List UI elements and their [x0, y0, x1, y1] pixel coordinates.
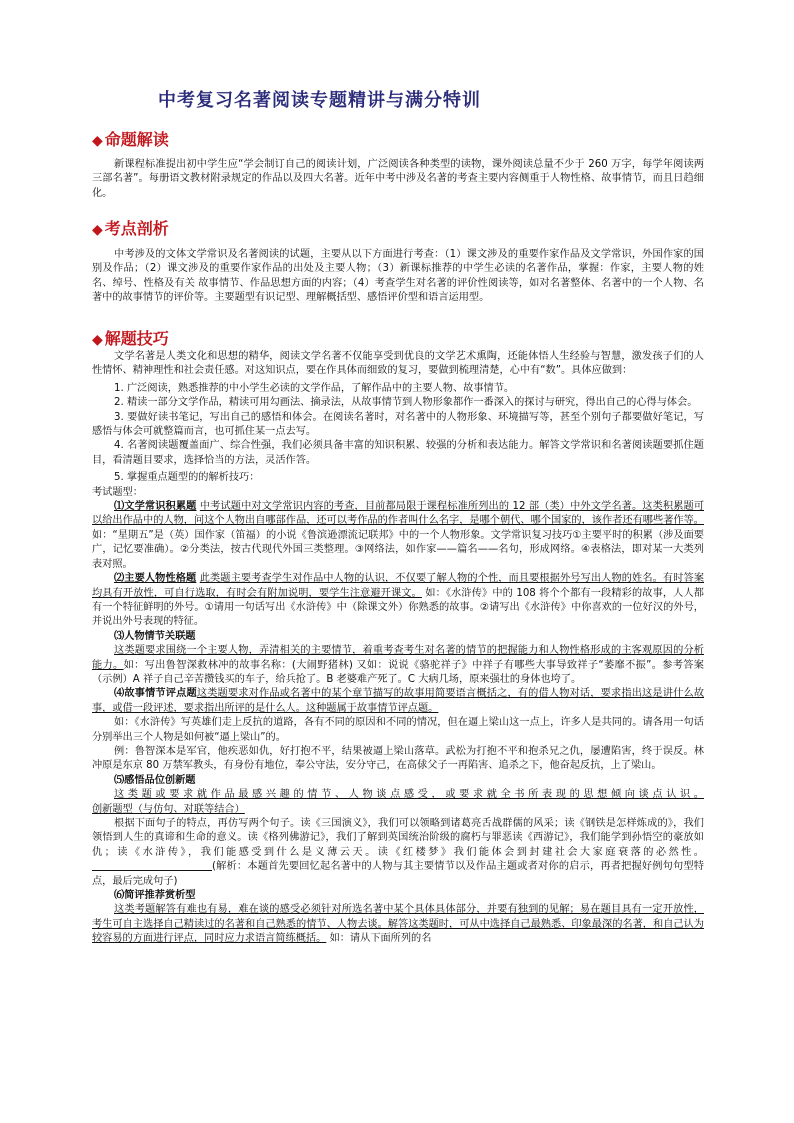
section-heading-jieti — [92, 326, 169, 349]
type-example: 如：请从下面所列的名 — [329, 933, 432, 945]
question-type-6-body — [92, 903, 704, 946]
answer-blank — [92, 860, 212, 871]
exercise-analysis: (解析：本题首先要回忆起名著中的人物与其主要情节以及作品主题或者对你的启示，再者把握好例句句型特点，最后完成句子) — [92, 861, 704, 887]
tip-item: 4. 名著阅读题覆盖面广、综合性强，我们必须具备丰富的知识积累、较强的分析和表达能力。解答文学常识和名著阅读题要抓住题目，看清题目要求，选择恰当的方法，灵活作答。 — [92, 440, 704, 466]
question-type-5 — [92, 774, 704, 788]
type-description: 这类题要求对作品或名著中的某个章节描写的故事用简要语言概括之，有的借人物对话，要求指出这是讲什么故事，或借一段评述，要求指出所评的是什么人。这种题属于故事情节评点题。 — [92, 688, 705, 714]
section-heading-kaodian — [92, 216, 169, 239]
type-name: ⑵主要人物性格题 — [114, 573, 197, 585]
section-heading-text: 解题技巧 — [104, 329, 169, 348]
paragraph: 如：《水浒传》写英雄们走上反抗的道路，各有不同的原因和不同的情况，但在逼上梁山这一点上，许多人是共同的。请各用一句话分别举出三个人物是如何被“逼上梁山”的。 — [92, 717, 704, 743]
tip-item: 1. 广泛阅读，熟悉推荐的中小学生必读的文学作品，了解作品中的主要人物、故事情节。 — [114, 382, 515, 394]
section-body-mingti — [92, 158, 704, 201]
section-body-jieti — [92, 350, 704, 947]
tip-item: 2. 精读一部分文学作品，精读可用勾画法、摘录法，从故事情节到人物形象都作一番深入的探讨与研究，得出自己的心得与体会。 — [114, 397, 698, 409]
question-type-4 — [92, 687, 704, 716]
tip-item: 5. 掌握重点题型的的解析技巧： — [114, 472, 260, 484]
question-type-6 — [92, 889, 704, 903]
tip-item: 3. 要做好读书笔记，写出自己的感悟和体会。在阅读名著时，对名著中的人物形象、环境描写等，甚至个别句子都要做好笔记，写感悟与体会可就整篇而言，也可抓住某一点去写。 — [92, 411, 704, 438]
diamond-bullet-icon: ◆ — [92, 133, 103, 149]
type-example: 如：《水浒传》中的 108 将个个都有一段精彩的故事，人人都有一个特征鲜明的外号。①请用一句话写出《水浒传》中（除课文外）你熟悉的故事。②请写出《水浒传》中你喜欢的一位好汉的外号，并说出外号表现的特征。 — [92, 587, 704, 628]
type-name: ⑷故事情节评点题 — [114, 688, 197, 700]
section-heading-text: 考点剖析 — [104, 219, 169, 238]
type-description: 中考试题中对文学常识内容的考查，目前都局限于课程标准所列出的 12 部（类）中外文学名著。这类积累题可以给出作品中的人物，问这个人物出自哪部作品，还可以考作品的作者叫什么名字，是哪个朝代、哪个国家的，该作者还有哪些著作等。 — [92, 501, 705, 527]
exercise-text: 根据下面句子的特点，再仿写两个句子。读《三国演义》，我们可以领略到诸葛亮舌战群儒的风采；读《钢铁是怎样炼成的》，我们领悟到人生的真谛和生命的意义。读《格列佛游记》，我们了解到英国统治阶级的腐朽与罪恶读《西游记》，我们能学到孙悟空的豪放如仇；读《水浒传》，我们能感受到什么是义薄云天。读《红楼梦》我们能体会到封建社会大家庭衰落的必然性。 — [92, 818, 704, 858]
section-heading-text: 命题解读 — [104, 130, 169, 149]
question-type-3 — [92, 630, 704, 644]
type-example: 如：“星期五”是（英）国作家（笛福）的小说《鲁滨逊漂流记联邦》中的一个人物形象。文学常识复习技巧①主要平时的积累（涉及面要广，记忆要准确）。②分类法，按古代现代外国三类整理。③网络法，如作家——篇名——名句，形成网络。④表格法，即对某一大类列表对照。 — [92, 529, 704, 570]
section-heading-mingti — [92, 127, 169, 150]
type-description: 这类考题解答有难也有易，难在谈的感受必须针对所选名著中某个具体具体部分，并要有独到的见解；易在题目具有一定开放性，考生可自主选择自己精读过的名著和自己熟悉的情节、人物去谈。解答这类题时，可从中选择自己最熟悉、印象最深的名著，和自己认为较容易的方面进行评点，同时应力求语言简练概括。 — [92, 904, 704, 945]
question-type-2 — [92, 572, 704, 630]
type-name: ⑶人物情节关联题 — [114, 630, 196, 642]
type-name: ⑴文学常识积累题 — [114, 501, 197, 513]
type-tag: 创新题型（与仿句、对联等结合） — [92, 803, 245, 815]
diamond-bullet-icon: ◆ — [92, 332, 103, 348]
types-label: 考试题型： — [92, 486, 143, 498]
intro-paragraph: 文学名著是人类文化和思想的精华，阅读文学名著不仅能享受到优良的文学艺术熏陶，还能体悟人生经验与智慧，激发孩子们的人性情怀、精神理性和社会责任感。对这知识点，要在作具体而细致的复习，要做到梳理清楚，心中有“数”。具体应做到： — [92, 351, 704, 377]
paragraph — [92, 817, 704, 889]
paragraph: 中考涉及的文体文学常识及名著阅读的试题，主要从以下方面进行考查：（1）课文涉及的重要作家作品及文学常识，外国作家的国别及作品；（2）课文涉及的重要作家作品的出处及主要人物；（3）新课标推荐的中学生必读的名著作品，掌握：作家，主要人物的姓名、绰号、性格及有关 故事情节、作品思想方面的内容；（4）考查学生对名著的评价性阅读等，如对名著整体、名著中的一个人物、名著中的故事情节的评价等。主要题型有识记型、理解概括型、感悟评价型和语言运用型。 — [92, 249, 704, 304]
question-type-5-body — [92, 788, 704, 817]
paragraph: 例：鲁智深本是军官，他疾恶如仇，好打抱不平，结果被逼上梁山落草。武松为打抱不平和抱杀兄之仇，屡遭陷害，终于误反。林冲原是东京 80 万禁军教头，有身份有地位，奉公守法，安分守己，在高俅父子一再陷害、追杀之下，他奋起反抗，上了梁山。 — [92, 745, 704, 772]
page-title: 中考复习名著阅读专题精讲与满分特训 — [158, 90, 481, 111]
diamond-bullet-icon: ◆ — [92, 222, 103, 238]
question-type-1 — [92, 500, 704, 572]
type-description: 这类题或要求就作品最感兴趣的情节、人物谈点感受，或要求就全书所表现的思想倾向谈点认识。 — [114, 789, 704, 801]
type-name: ⑹简评推荐赏析型 — [114, 890, 196, 902]
type-example: 如：写出鲁智深救林冲的故事名称：(大闹野猪林) 又如：说说《骆驼祥子》中祥子有哪些大事导致祥子“萎靡不振”。参考答案（示例）A 祥子自己辛苦攒钱买的车子，给兵抢了。B 老婆难产死了。C 大病几场，原来强壮的身体也垮了。 — [92, 659, 704, 685]
type-name: ⑸感悟品位创新题 — [114, 774, 196, 786]
paragraph: 新课程标准提出初中学生应“学会制订自己的阅读计划，广泛阅读各种类型的读物，课外阅读总量不少于 260 万字，每学年阅读两三部名著”。每册语文教材附录规定的作品以及四大名著。近年中考中涉及名著的考查主要内容侧重于人物性格、故事情节，而且日趋细化。 — [92, 159, 704, 199]
section-body-kaodian — [92, 248, 704, 306]
question-type-3-body — [92, 644, 704, 687]
type-description: 这类题要求围绕一个主要人物，弄清相关的主要情节，着重考查考生对名著的情节的把握能力和人物性格形成的主客观原因的分析能力。 — [92, 645, 704, 671]
type-description: 此类题主要考查学生对作品中人物的认识，不仅要了解人物的个性，而且要根据外号写出人物的姓名。有时答案均具有开放性，可自行选取，有时会有附加说明，要学生注意避开课文。 — [92, 573, 705, 599]
